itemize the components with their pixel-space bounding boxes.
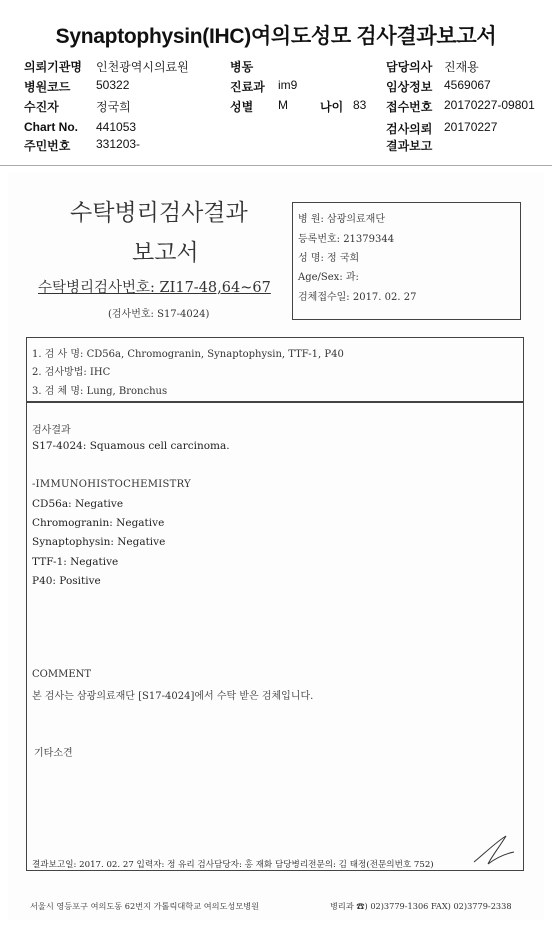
diagnosis: S17-4024: Squamous cell carcinoma. [32,440,230,452]
chart-no-value: 441053 [96,120,137,134]
department-contact: 병리과 ☎) 02)3779-1306 FAX) 02)3779-2338 [330,901,512,911]
chart-no-label: Chart No. [24,120,78,134]
institution-value: 인천광역시의료원 [96,60,189,74]
scan-title-line2: 보고서 [132,240,199,266]
sex-label: 성별 [230,100,254,114]
rrn-value: 331203- [96,137,141,151]
scan-title-line1: 수탁병리검사결과 [70,200,248,226]
ihc-line: Synaptophysin: Negative [32,536,166,548]
result-report-label: 결과보고 [386,139,433,153]
request-date-value: 20170227 [444,120,498,134]
receipt-value: 20170227-09801 [444,98,535,112]
specimen: 3. 검 체 명: Lung, Bronchus [32,386,168,397]
hospital-code-label: 병원코드 [24,80,71,94]
ihc-line: TTF-1: Negative [32,556,119,568]
institution-label: 의뢰기관명 [24,60,82,74]
info-age-sex: Age/Sex: 과: [298,272,359,283]
receipt-label: 접수번호 [386,100,433,114]
rrn-label: 주민번호 [24,139,71,153]
ward-label: 병동 [230,60,254,74]
hospital-code-value: 50322 [96,78,130,92]
ihc-line: CD56a: Negative [32,498,124,510]
header-divider [0,165,552,166]
info-name: 성 명: 정 국희 [298,253,360,264]
info-hospital: 병 원: 삼광의료재단 [298,214,386,225]
age-value: 83 [353,98,367,112]
report-title: Synaptophysin(IHC)여의도성모 검사결과보고서 [55,25,497,48]
sex-value: M [278,98,288,112]
result-heading: 검사결과 [32,425,71,436]
info-receipt-date: 검체접수일: 2017. 02. 27 [298,292,417,303]
results-box [26,401,524,871]
ihc-line: P40: Positive [32,575,101,587]
hospital-address: 서울시 영등포구 여의도동 62번지 가톨릭대학교 여의도성모병원 [30,901,260,911]
exam-number: (검사번호: S17-4024) [108,309,210,320]
signature-mark [470,832,520,872]
doctor-label: 담당의사 [386,60,433,74]
other-findings-heading: 기타소견 [34,748,73,759]
info-reg-no: 등록번호: 21379344 [298,234,395,245]
patient-value: 정국희 [96,100,131,114]
ihc-heading: -IMMUNOHISTOCHEMISTRY [32,479,192,490]
department-value: im9 [278,78,298,92]
clinical-info-label: 임상정보 [386,80,433,94]
comment-text: 본 검사는 삼광의료재단 [S17-4024]에서 수탁 받은 검체입니다. [32,691,314,702]
consign-number: 수탁병리검사번호: ZI17-48,64~67 [38,280,271,296]
age-label: 나이 [320,100,344,114]
ihc-line: Chromogranin: Negative [32,517,165,529]
clinical-info-value: 4569067 [444,78,491,92]
test-method: 2. 검사방법: IHC [32,367,111,378]
comment-heading: COMMENT [32,669,92,680]
department-label: 진료과 [230,80,265,94]
patient-label: 수진자 [24,100,59,114]
doctor-value: 진재용 [444,60,479,74]
request-date-label: 검사의뢰 [386,122,433,136]
report-footer-line: 결과보고일: 2017. 02. 27 입력자: 정 유리 검사담당자: 홍 재화 담당병리전문의: 김 태정(전문의번호 752) [32,860,434,870]
test-name: 1. 검 사 명: CD56a, Chromogranin, Synaptophysin, TTF-1, P40 [32,349,344,360]
